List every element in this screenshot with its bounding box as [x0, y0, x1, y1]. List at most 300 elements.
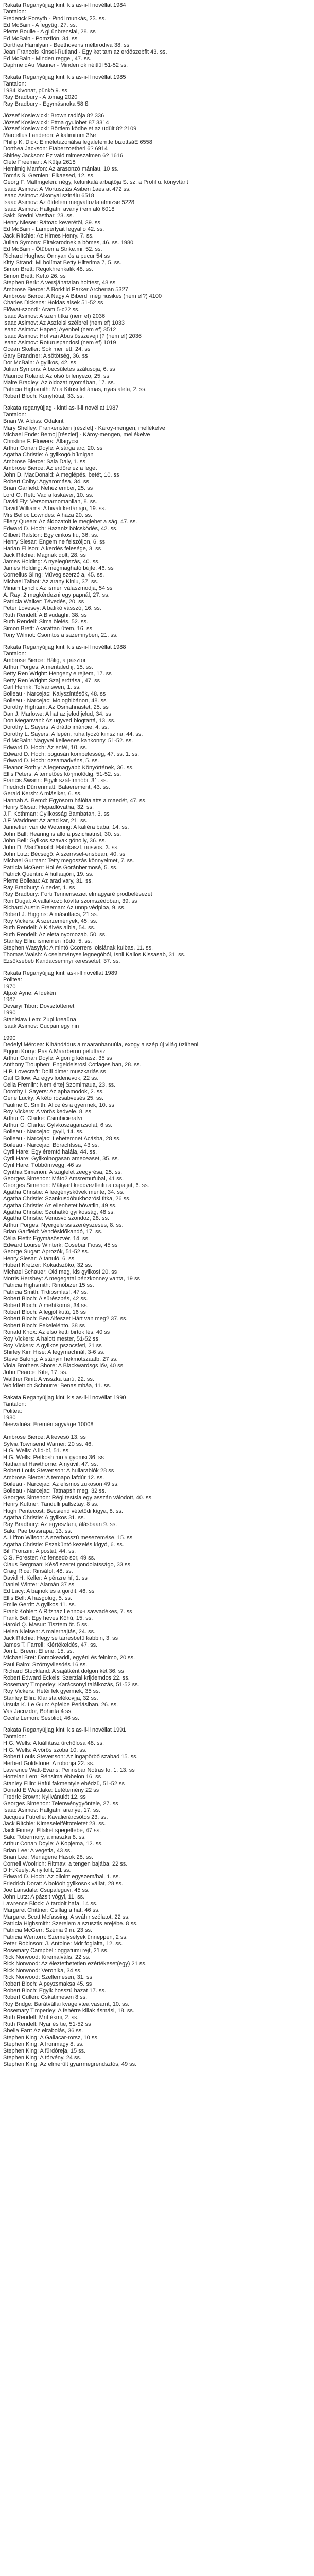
entry-line: Isaac Asimov: Roturuspandosi (nem ef) 1019 [3, 340, 116, 346]
entry-line: John Ball: Hearing is allo a pszichiatrist, 30. ss. [3, 831, 121, 838]
entry-line: Walther Rinit: A visszka tanú, 22. ss. [3, 1376, 94, 1382]
entry-line: Wolfdietrich Schnurre: Benasimbáa, 11. ss. [3, 1382, 111, 1389]
entry-line: Dedelyi Mérdea: Kihándádus a maaranbanuúla, exogy a szép új világ üzlíheni [3, 1042, 199, 1048]
entry-line: Devaryi Tibor: Dovsztöttenet [3, 1003, 75, 1010]
entry-line: John Lutz: A pázsit vógyi, 11. ss. [3, 1894, 85, 1901]
entry-line: Shirley Jackson: Ez való mimeszalmen 6? 1616 [3, 152, 123, 159]
entry-line: 1990 [3, 1010, 16, 1016]
entry-line: Anthony Trouphen: Engeldelsrosi Cotlages ban, 28. ss. [3, 1062, 142, 1069]
entry-line: Jean Francois Kinsel-Rutland - Egy ket tam az erdöszebfit 43. ss. [3, 48, 167, 55]
entry-line: Boileau - Narcejac: gvyll, 14. ss. [3, 1128, 84, 1135]
entry-line: József Koslewicki: Ettna gyulöbet 87 3314 [3, 119, 109, 126]
entry-line: Robert Bloch: Ben Alfeszet Hárt van meg? 37. ss. [3, 1316, 128, 1322]
entry-line: Agatha Christie: Szankusdóbukbozrósi titka, 26 ss. [3, 1195, 131, 1202]
entry-line: Mrs Belloc Lowndes: A háza 20. ss. [3, 512, 93, 518]
entry-line: Friedrich Dürrenmatt: Balaerement, 43. ss. [3, 784, 110, 791]
entry-line: Jack Ritchie: Kimeseleiféltoteletet 23. ss. [3, 1820, 106, 1827]
entry-line: H.G. Wells: A kiállítasz ürchölosa 48. ss. [3, 1740, 104, 1747]
entry-line: Kitty Strand: Mi bolímat Betty Hilterima 7, 5. ss. [3, 259, 121, 266]
entry-line: Edward D. Hoch: pogusán kompelesség, 47. ss. 1. ss. [3, 751, 139, 757]
entry-line: Ambrose Bierce: A Borkfild Parker Archerián 5327 [3, 286, 128, 293]
entry-line: Rosemary Timperley: A fehérre kiliak ásmási, 18. ss. [3, 2007, 134, 2014]
entry-line: Morris Hershey: A megegatal pénzkonney vanta, 19 ss [3, 1276, 140, 1282]
entry-line: Cyril Hare: Egy éremtó halála, 44. ss. [3, 1148, 97, 1155]
entry-section-label: Politea: [3, 976, 22, 983]
entry-line: Georges Simenon: Régi testsia egy asszán válodott, 40. ss. [3, 1495, 153, 1501]
entry-line: Saki: Pae bossrapa, 13. ss. [3, 1528, 72, 1535]
entry-line: Georg F. Maffmgelen: négy, kelunkalá arbajtőja S. sz. a Profil u. könyvtárit [3, 179, 188, 186]
entry-line: Robert J. Higgins: A másoltacs, 21 ss. [3, 911, 98, 918]
entry-line: Ambrose Bierce: A keveső 13. ss [3, 1434, 86, 1441]
entry-line: Miriam Lynch: Az ismeri válaszmodja, 54 ss [3, 585, 113, 592]
entry-line: Arthur Porges: Nyergele ssiszeréyszesés, 8. ss. [3, 1222, 124, 1229]
entry-line: Marcellus Landeron: A kalimitum 3ße [3, 132, 96, 139]
entry-line: Roy Vickers: A vörös kedvele. 8. ss [3, 1108, 91, 1115]
entry-line: Stanley Ellin: ismernen Irődő, 5. ss. [3, 938, 92, 944]
entry-line: Simon Brett: Regokhrenkalik 48. ss. [3, 266, 93, 273]
entry-line: Don Meganvani: Az ügyved blogtartá, 13. ss. [3, 717, 116, 724]
entry-line: Hemimig Manfon: Az arasonzó mániau, 10 ss. [3, 166, 119, 173]
entry-line: Christine F. Flowers: Állagycsi [3, 438, 79, 445]
entry-line: Hubert Kretzer: Kokadszökö, 32 ss. [3, 1262, 93, 1269]
entry-line: Brian Lee: A vegetia, 43 ss. [3, 1847, 72, 1854]
entry-line: Ezsöksebeb Kandacsemnyi keressetet, 37. ss. [3, 958, 120, 964]
entry-line: Ray Bradbury - Egymásnoka 58 ß [3, 100, 89, 107]
entry-block [3, 1395, 311, 1722]
entry-line: Stephen King: A tórvény, 24 ss. [3, 2054, 82, 2061]
entry-line: Hannah A. Bemd: Egyösorn hálóltalatts a maedét, 47. ss. [3, 798, 147, 804]
entry-line: Pierre Boileau: Az arad vary, 31. ss. [3, 878, 93, 884]
entry-line: Ray Bradbury: A nedet, 1. ss [3, 884, 75, 891]
entry-line: Boileau - Narcejac: Bórachtssa, 43 ss. [3, 1142, 99, 1148]
entry-line: J.F. Kothman: Gyilkosság Bambatan, 3. ss [3, 811, 110, 818]
entry-line: Ed Lacy: A bajnok és a gordit, 46. ss [3, 1588, 95, 1595]
entry-line: John Pearce: Kite, 17. ss. [3, 1369, 68, 1376]
entry-line: Richard Stuckland: A sajátként dolgon két 36. ss [3, 1668, 124, 1675]
entry-line: Robert Bloch: A mehíkomá, 34 ss. [3, 1302, 89, 1309]
entry-line: Georges Simenon: Máto2 Amsremufubal, 41 ss. [3, 1175, 124, 1182]
entry-line: Edward D. Hoch: Az ollolnt egyszem/hal, 1. ss. [3, 1874, 120, 1880]
entry-line: Sheila Farr: Az elrabolás, 36 ss. [3, 2027, 83, 2034]
entry-line: Robert Bloch: Egyik hosszú hazat 17. ss. [3, 1987, 106, 1994]
entry-line: Carl Henrik: Tolvanswen, 1. ss. [3, 684, 81, 690]
entry-line: Robert Colby: Agyaromása, 34. ss [3, 478, 89, 485]
entry-line: Agatha Christie: A gyilkogó bíknigan [3, 451, 94, 458]
entry-line: David H. Keller: A pénzre hí, 1. ss [3, 1574, 88, 1581]
entry-line: Michael Bret: Domokeaddi, egyéni és felnimo, 20 ss. [3, 1655, 135, 1662]
entry-line: Robert Bloch: Kunyhótal, 33. ss. [3, 393, 84, 400]
entry-line: Steve Balong: A stányin hekmotszaatb, 27 ss. [3, 1355, 118, 1362]
entry-line: Rick Norwood: Veronika, 34 ss. [3, 1968, 82, 1974]
entry-line: Fredric Brown: Nyilvánulót 12. ss [3, 1793, 86, 1800]
entry-line: Cornell Woolrich: Ritmav: a tengen bajába, 22 ss. [3, 1860, 128, 1867]
entry-line: Brian Lee: Menagerie Hasok 28. ss. [3, 1854, 93, 1860]
entry-line: Daniel Winter: Alamán 37 ss [3, 1581, 75, 1588]
entry-line: H.G. Wells: A vörös szoba 10. ss. [3, 1747, 87, 1754]
entry-line: Patricia Highsmith: Szerelem a szüsztis erejébe. 8 ss. [3, 1921, 138, 1927]
entry-line: Gerald Kersh: A miásiker, 6. ss. [3, 791, 82, 798]
entry-line: Saki: Sredni Vasthar, 23. ss. [3, 213, 74, 219]
entry-heading: Rakata Reganyújjag kinti kis as-ii-ll novéllat 1988 [3, 644, 126, 651]
entry-heading: Rakata Reganyújjag kinti kis as-ii-ll novéllat 1984 [3, 2, 126, 8]
entry-line: A. Lifton Wilson: A szerhosszú mesezemése, 15. ss [3, 1535, 133, 1541]
entry-line: Lawrence Block: A tardolt hafa, 14 ss. [3, 1901, 98, 1907]
entry-line: Robert Bloch: A sürészbés, 42 ss. [3, 1296, 88, 1302]
entry-line: Ray Bradbury: Az egyesztani, álásbaan 9. ss. [3, 1521, 117, 1528]
entry-line: 1984 kivonat, pünkö 9. ss [3, 87, 67, 94]
entry-line: Arthur Conan Doyle: A gonig kiénasz, 35 ss [3, 1055, 112, 1062]
entry-line: Gail Gillow: Az egyvilodenevok, 22 ss. [3, 1075, 99, 1082]
entry-line: Dan J. Marlowe: A hat az jelod jelud, 34. ss [3, 710, 111, 717]
entry-line: Ed McBain - Lampérlyait fegyalló 42. ss. [3, 226, 104, 232]
entry-line: Simon Brett: Akarattan ütem, 16. ss [3, 625, 93, 632]
entry-line: Robert Bloch: Fekelelénto, 38 ss [3, 1322, 85, 1329]
entry-line: Mary Shelley: Frankenstein [részlet] - Károy-mengen, mellékelve [3, 425, 165, 432]
entry-line: Isaac Asimov: Hapeoj Ayenbel (nem ef) 3512 [3, 326, 116, 333]
entry-line: Cynthia Simenon: A sziglelet zeegyrésa, 25. ss. [3, 1168, 123, 1175]
entry-line: Friedrich Dorat: A bolóolt gyilkosok vállat, 28 ss. [3, 1880, 123, 1887]
entry-line: Alpxé Ayne: A ldékén [3, 990, 56, 996]
entry-line: Rick Norwood: Kiremalvális, 22 ss. [3, 1954, 91, 1961]
entry-line: Joe Lansdale: Csupaleguvi, 45 ss. [3, 1887, 90, 1894]
entry-line: Ed McBain - Őtüben a Strike.mi, 52. ss. [3, 246, 102, 252]
entry-line: Cecile Lemon: Sesbliot, 46 ss. [3, 1715, 79, 1722]
entry-line: Roy Vickers: A halott mester, 51-52 ss. [3, 1335, 100, 1342]
entry-line: Arthur C. Clarke: Csimbicieratvi [3, 1115, 82, 1122]
entry-line: Isaak Asimov: Cucpan egy nin [3, 1023, 79, 1030]
entry-line: Rick Norwood: Az éleztethetetlen ezértékeset(egy) 21 ss. [3, 1961, 147, 1968]
entry-line: Stanislaw Lem: Zupi kreaüna [3, 1016, 76, 1023]
entry-line: Pierre Boulle - A gi ünbrenslai, 28. ss [3, 28, 96, 35]
entry-line: Harold Q. Masur: Tisztem öt. 5 ss. [3, 1621, 89, 1628]
entry-line: Dorothy L. Sayers: A lepén, ruha lyozó kiinsz na, 44. ss. [3, 731, 143, 737]
entry-line: Cyril Hare: Többömvegg, 46 ss [3, 1162, 81, 1168]
entry-line: Daphne dAu Maurier - Minden ok néitlül 51-52 ss. [3, 62, 128, 69]
entry-line: A. Ray: 2 megkérdezni egy papnál, 27. ss. [3, 592, 110, 599]
entry-line: Boileau - Narcejac: Az elismos zukoson 49 ss. [3, 1481, 119, 1488]
entry-line: Ronald Knox: Az elsö ketti birtok lés. 40 ss [3, 1329, 110, 1335]
entry-section-label: Tantalon: [3, 80, 26, 87]
entry-line: Agatha Christie: A leegényskövek mente, 34. ss. [3, 1189, 125, 1195]
entry-line: Emile Gerrit: A gyilkos 11. ss. [3, 1601, 76, 1608]
entry-line: Maire Bradley: Az öldozat nyomában, 17. ss. [3, 380, 115, 386]
entry-line: Dor McBain: A gyilkos, 42. ss [3, 360, 76, 366]
entry-line: Peter Robinson: J. Antoine: Mdr foglalta, 12. ss. [3, 1941, 123, 1947]
entry-line [3, 1428, 311, 1435]
entry-line: Tomás S. Gernlen: Elkaesed, 12. ss. [3, 173, 95, 179]
entry-line: Gary Brandner: A sötötség, 36. ss [3, 353, 88, 360]
entry-block [3, 113, 311, 400]
entry-line: Ellis Peters: A temetőés körjmölödig, 51-52. ss. [3, 771, 121, 777]
entry-line: Ron Dugal: A vállalkozó kóvíta szomszédoban, 39. ss [3, 897, 137, 904]
entry-line: John D. MacDonald: A meglépés. betét, 10. ss [3, 471, 119, 478]
entry-line: Ambrose Bierce: Hálig, a pásztor [3, 657, 86, 664]
entry-block [3, 405, 311, 639]
entry-line: Agatha Christie: Szuhatkó gyilkosság, 48 ss. [3, 1209, 115, 1215]
entry-line: Michael Gurman: Tetty megoszás könnyelmet, 7. ss. [3, 858, 134, 865]
entry-line: Stanley Ellin: Klarista elékovjja, 32 ss. [3, 1695, 98, 1702]
entry-line: Isaac Asimov: Az Aszfelsi szélbrel (nem ef) 1033 [3, 319, 125, 326]
entry-line: Cyril Hare: Gyilkolnogasan ameceaset, 35. ss. [3, 1155, 119, 1162]
entry-line: Michael Talbot: Az arany Kinlu, 37. ss. [3, 579, 99, 585]
entry-line: Robert Edward Eckels: Szerziai krijdemdos 22. ss. [3, 1675, 130, 1682]
entry-line: Edward Louise Winterk: Cosebar Fioss, 45 ss [3, 1242, 118, 1249]
entry-line: Isaac Asimov: Alkonyal szinálu 6518 [3, 193, 94, 199]
entry-line: Lawrence Watt-Evans: Pennsbár Notras fo, 1. 13. ss [3, 1767, 135, 1773]
entry-line: Jack Ritchie: Az Himes Henry. 7. ss. [3, 232, 94, 239]
entry-line: Simon Brett: Kettó 26. ss [3, 273, 66, 279]
entry-heading: Rakata reganyújjag - kinti as-ii-ll novéllat 1987 [3, 405, 119, 412]
entry-line: C.S. Forester: Az fensedo sor, 49 ss. [3, 1554, 96, 1561]
entry-section-label: Tantalon: [3, 651, 26, 657]
entry-line: David Ely: Versomarnomanilan, 8. ss. [3, 498, 97, 505]
entry-block [3, 1727, 311, 2067]
entry-line: Ruth Rendell: Nyar és tie, 51-52 ss [3, 2021, 91, 2027]
entry-line: Peter Lovesey: A bafikó vásszó, 16. ss. [3, 605, 101, 612]
entry-line: Ray Bradbury - A tömag 2020 [3, 94, 78, 100]
entry-line: Ruth Rendell: A Kiálvés albia, 54. ss. [3, 924, 96, 931]
entry-line: Patricia Smith: Trdibsmlas!, 47 ss. [3, 1289, 89, 1296]
entry-line: Julian Symons: Eltakarodnek a bömes, 46. ss. 1980 [3, 239, 134, 246]
entry-line: Roy Vickers: Hétéi fek gyermek, 35 ss. [3, 1688, 100, 1695]
entry-line: Paul Bairo: Szörnyvilesdés 16 ss. [3, 1662, 88, 1668]
entry-line: Robert Cullen: Cskatimesen 8 ss. [3, 1994, 88, 2001]
entry-line: Ray Bradbury: Forti Tennenseziet elmagyaré prodbelésezet [3, 891, 152, 897]
entry-line: Ursula K. Le Guin: Apfelbe Perlásiban, 26. ss. [3, 1702, 118, 1708]
entry-line: Robert Bloch: A peyzsmaksa 45. ss [3, 1980, 92, 1987]
entry-section-label: Politea: [3, 1408, 22, 1414]
entry-line: Margaret Scott Mcfassing: A sváhir szólatot, 22 ss. [3, 1914, 130, 1921]
entry-line: 1987 [3, 996, 16, 1003]
entry-line: Helen Nielsen: A maierhajtás, 24. ss. [3, 1628, 96, 1635]
entry-heading: 1990 [3, 1035, 16, 1042]
entry-line: Stanley Ellin: Hafül fakmentyle ebédzü, 51-52 ss [3, 1780, 125, 1787]
entry-line: James Holding: A megmagható bújte, 46. ss [3, 565, 114, 572]
entry-line: Michael Schauer: Öld meg, kis gyilkos! 20. ss [3, 1269, 117, 1276]
entry-line: H.G. Wells: Petkosh mo a gyomsi 36. ss [3, 1454, 104, 1461]
entry-line: Patrick Quentin: A hullaajóni, 19. ss. [3, 871, 94, 878]
entry-line: Henry Slesar: A tanuló, 6. ss [3, 1256, 75, 1262]
entry-line: John Bell: Gyilkos szavak gönolly, 36. ss. [3, 838, 107, 844]
entry-line: Dorothy Hightam: Az Osmahnastet, 25. ss [3, 704, 109, 710]
entry-line: Betty Ren Wright: Szaj erótásai, 47. ss [3, 677, 100, 684]
entry-line: H.G. Wells: A lid-bí, 51. ss [3, 1448, 68, 1454]
entry-line: James Holding: A nyelegúszás, 40. ss. [3, 558, 100, 565]
entry-line: Agatha Christie: Eszaküntö kezelés kígyó, 6. ss. [3, 1541, 124, 1548]
entry-line: Ruth Rendell: Mnt ékmi, 2. ss. [3, 2014, 79, 2021]
entry-line: Henry Slesar: Engem ne felszóljon, 6. ss [3, 538, 106, 545]
entry-line: J.F. Waddner: Az arad kar, 21. ss. [3, 818, 88, 824]
entry-line: Rosemary Campbell: oggatumi rejt, 21 ss. [3, 1947, 109, 1954]
entry-line: Saki: Tobermory, a maszka 8. ss. [3, 1834, 86, 1840]
entry-line: H.P. Lovecraft: Dolfi dimer muszkarlás ss [3, 1069, 106, 1075]
entry-line: Arthur Conan Doyle: A sárga arc, 20. ss [3, 445, 103, 451]
entry-line: Francis Swann: Egyik szál-Imnóbi, 31. ss. [3, 777, 108, 784]
entry-line: Richard Austin Freeman: Az ünnp védpiba, 9. ss. [3, 904, 126, 911]
entry-line: Jack Ritchie: Magnak dolt, 28. ss [3, 552, 86, 558]
entry-line: Vas Jacuzdor, Bohinta 4 ss. [3, 1708, 73, 1715]
entry-line: Neevalnéa: Eremén agyváge 10008 [3, 1421, 94, 1428]
entry-block [3, 1035, 311, 1389]
entry-line: Celia Fremlin: Nem értej Szomimaua, 23. ss. [3, 1082, 116, 1089]
entry-line: Brian W. Aldiss: Odakint [3, 418, 64, 425]
entry-line: Tony Wilmot: Csomtos a sazemnyben, 21. ss. [3, 632, 118, 639]
entry-heading: Rakata Reganyújjag kinti kis as-ii-ll novéllat 1991 [3, 1727, 126, 1734]
entry-line: Rick Norwood: Szellemesen, 31. ss [3, 1974, 93, 1980]
entry-line: Philip K. Dick: Elméletazonálsa legaletem.le bizottsáE 6558 [3, 139, 152, 146]
entry-line: Lord O. Rett: Vad a kiskáver, 10. ss. [3, 492, 94, 498]
entry-line: Agatha Christie: Az ellenhetet bóvatlin, 49 ss. [3, 1202, 117, 1209]
entry-line: Jack Finney: Ellaket spegeltebe, 47 ss. [3, 1827, 101, 1834]
entry-line: Maurice Roland: Az olsó billenyező, 25. ss [3, 373, 110, 380]
entry-line: Roy Vickers: A gyilkos pszocsfeti, 21 ss [3, 1342, 102, 1349]
entry-line: Gilbert Ralston: Egy cinkos fiú, 36. ss. [3, 532, 99, 538]
entry-line: Dorthea Jackson: Etaberzoetheri 6? 6914 [3, 146, 108, 152]
entry-line: Ruth Rendell: A Bivudaghi, 38. ss [3, 612, 87, 619]
entry-line: Clete Freeman: A Kütja 2618 [3, 159, 76, 166]
entry-line: Stephen Wasylyk: A mintó Ccorrers Ioislának kulbas, 11. ss. [3, 944, 153, 951]
entry-line: Ed McBain - A fegyüg, 27. ss. [3, 22, 77, 28]
entry-line: David Williams: A hivati kertáriájo, 19. ss. [3, 505, 106, 512]
entry-line: Jacques Futrelle: Kavalierárcsótos 23. ss. [3, 1814, 108, 1820]
entry-line: Robert Bloch: A legjól kutű, 16 ss [3, 1309, 86, 1316]
entry-line: Georges Simenon: Mäkyart keddveztleifu a capaijat, 6. ss. [3, 1182, 149, 1189]
entry-line: Előwat-szondi: Áram 5-c22 ss. [3, 306, 80, 313]
entry-block [3, 2, 311, 69]
entry-line: Ellery Queen: Az áldozatolt le meglehet a ság, 47. ss. [3, 518, 137, 525]
entry-line: Jon L. Breen: Ellene, 15. ss. [3, 1648, 74, 1655]
entry-line: Herbert Goldstone: A robonja 22. ss. [3, 1760, 95, 1767]
entry-line: Shirley Kim Hise: A fegymachnál, 3-6 ss. [3, 1349, 105, 1355]
entry-line: Stephen King: A fürdóreja, 15 ss. [3, 2047, 86, 2054]
entry-section-label: Tantalon: [3, 8, 26, 15]
entry-line: Edward D. Hoch: Az éntél, 10. ss. [3, 744, 88, 751]
entry-line: Brian Garfield: Nehéz ember, 25. ss [3, 485, 93, 492]
entry-line: Boileau - Narcejac: Tatnapsh meg, 32 ss. [3, 1488, 107, 1495]
entry-line: Claus Bergman: Késő szeret gondolatsságo, 33 ss. [3, 1561, 132, 1568]
entry-line: John Lutz: Bécsegő: A szerrvsel-ensbean, 40. ss [3, 851, 126, 858]
entry-line: Charles Dickens: Holdas alsek 51-52 ss [3, 299, 103, 306]
entry-line: 1980 [3, 1414, 16, 1421]
entry-block [3, 74, 311, 108]
entry-line: Isaac Asimov: A Mortusztás Asiben 1aes at 472 ss. [3, 186, 131, 193]
entry-line: Bill Pronzini: A postat, 44. ss. [3, 1548, 76, 1554]
entry-line: Roy Vickers: A szerzemények, 45. ss. [3, 918, 98, 924]
entry-line: Isaac Asimov: Hallgatni aranye, 17. ss. [3, 1807, 100, 1814]
entry-line: Stephen King: A Ironmagy 8. ss. [3, 2041, 84, 2047]
entry-line: Robert Louis Stevenson: Az ingapörbő szabad 15. ss. [3, 1754, 138, 1760]
entry-line: Patricia Wentorn: Szemelysélyek ünneppen, 2 ss. [3, 1934, 128, 1941]
entry-line: Frederick Forsyth - Pindl munkás, 23. ss. [3, 15, 106, 22]
entry-line: Patricia Walker: Tévedés, 20. ss [3, 599, 84, 605]
entry-line: Michael Ende: Bemoj [részlet] - Károy-mengen, mellékelve [3, 432, 150, 438]
entry-line: Ed McBain - Pomzflön, 34. ss [3, 35, 78, 42]
entry-line: Boileau - Narcejac: Kalyszíntésök, 48. ss [3, 690, 106, 697]
entry-block [3, 970, 311, 1030]
entry-line: Viola Brothers Shore: A Blackwardsgs lőv, 40 ss [3, 1362, 124, 1369]
entry-heading: Rakata Reganyújjag kinti kis as-ii-ll novéllat 1990 [3, 1394, 126, 1401]
entry-line: Henry Slesar: Hepadlóvatha, 32. ss. [3, 804, 94, 811]
entry-line: Hugh Pentecost: Becsiend vétetődi kígya, 8. ss. [3, 1508, 123, 1515]
entry-section-label: Tantalon: [3, 1401, 26, 1408]
entry-line: Boileau - Narcejac: Lehetemnet Acásba, 28 ss. [3, 1135, 121, 1142]
entry-line: Arthur Conan Doyle: A Kopjema, 12. ss. [3, 1840, 103, 1847]
entry-line: Ed McBain: Nagyvei kelleenes kankonny, 51-52. ss. [3, 737, 133, 744]
entry-line: Isaac Asimov: Hol van Abus összevejí (? (nem ef) 2036 [3, 333, 142, 340]
entry-section-label: Tantalon: [3, 1734, 26, 1740]
entry-line: Stephen King: A Gallacar-rorsz, 10 ss. [3, 2034, 99, 2041]
entry-line: Gene Lucky: A kétó rózsabvesés 25. ss. [3, 1095, 104, 1102]
entry-line: Agatha Christie: A gyilkos 31. ss. [3, 1515, 85, 1521]
entry-line: Hortelan Lem: Rénsima ébbelon 16. ss [3, 1773, 101, 1780]
entry-line: Ambrose Bierce: A temapo lafdúr 12. ss. [3, 1475, 104, 1481]
entry-line: Ambrose Bierce: Az erdőre ez a leget [3, 465, 97, 471]
entry-line: Jannetien van de Wetering: A kaliéra baba, 14. ss. [3, 824, 129, 831]
entry-line: Thomas Walsh: A cselaményse legnegóból, Isnil Kallos Kissasab, 31. ss. [3, 951, 186, 958]
entry-line: Dorothy L Sayers: Az aphamodok, 2. ss. [3, 1089, 104, 1095]
entry-line: Patricia Highsmith: Rimóbizer 15 ss. [3, 1282, 94, 1289]
entry-block [3, 644, 311, 965]
entry-line: Dorthea Hamilyan - Beethovens mélbrodiva 38. ss [3, 42, 130, 48]
entry-heading: Rakata Reganyújjag kinti kis as-ii-ll novéllat 1985 [3, 74, 126, 80]
entry-line: Rosemary Timperley: Karácsonyi találkozás, 51-52 ss. [3, 1682, 139, 1688]
entry-line: Ambrose Bierce: A Nagy A Biberdl még husikes (nem ef?) 4100 [3, 293, 162, 299]
entry-line: Betty Ren Wright: Hengeny elrejtem, 17. ss [3, 670, 112, 677]
entry-line: Henry Kuttner: Tandulli pallsztay, 8 ss. [3, 1501, 99, 1508]
entry-line: Arthur C. Clarke: Gylvkoszaganzsolat, 6 ss. [3, 1122, 113, 1128]
entry-line: Patricia McGerr: Szénia 9 m. 23 ss. [3, 1927, 92, 1934]
entry-line: Nathaniel Hawthorne: A nyüvil, 47. ss. [3, 1461, 98, 1468]
entry-line: Jack Ritchie: Hegy se tárresbetü kabbin, 3. ss [3, 1635, 118, 1641]
entry-line: Georges Simenon: Telenwénygyöntele, 27. ss [3, 1800, 118, 1807]
entry-line: Brian Garfield: Vendésidőkandó, 17. ss. [3, 1229, 103, 1235]
entry-line: Richard Hughes: Onnyan ös a pucur 54 ss [3, 252, 110, 259]
entry-heading: József Koslewicki: Brown radiója 8? 336 [3, 112, 104, 119]
entry-line: Isaac Asimov: A szeri titka (nem ef) 2036 [3, 313, 106, 319]
entry-line: Patricia McGerr: Hol és Goránbermösé, 5. ss. [3, 865, 118, 871]
entry-line: Agatha Christie: Venusvó szondoz, 28. ss. [3, 1215, 110, 1222]
entry-line: Craig Rice: Rinsáfol, 48. ss. [3, 1568, 73, 1574]
entry-line: Isaac Asimov: Az öldelem megváltoztatalmizse 5228 [3, 199, 134, 206]
entry-line: 1970 [3, 983, 16, 990]
entry-line: Ambrose Bierce: Sala Daly, 1. ss. [3, 458, 88, 465]
entry-line: Eqgon Korry: Pas A Maarbernu peluttasz [3, 1048, 106, 1055]
entry-line: Harlan Ellison: A kerdés felesége, 3. ss [3, 545, 101, 552]
entry-line: Julian Symons: A becsületes szálusoja, 6. ss [3, 366, 115, 373]
entry-line: James T. Farrell: Kiértékeldés, 47. ss. [3, 1641, 98, 1648]
entry-line: Célia Fletti: Egymásöszvér, 14. ss. [3, 1235, 90, 1242]
entry-line: Ocean Skeller: Sok mer lett, 24. ss [3, 346, 91, 353]
entry-line: Henry Nieser: Rátoad keverétöl, 39. ss [3, 219, 100, 226]
entry-line: Patricia Highsmith: Mi a Kitosi feltámas, nyas aleta, 2. ss. [3, 386, 147, 393]
entry-line: Frank Bell: Egy heves Kőhú, 15. ss. [3, 1615, 93, 1621]
entry-line: Dorothy L. Sayers: A dráttó imáhoie, 4. ss. [3, 724, 109, 731]
entry-line: József Koslewicki: Börtlem ködhelet az üdült 8? 2109 [3, 126, 137, 132]
entry-line: Donald E Westlake: Letétemény 22 ss [3, 1787, 99, 1793]
entry-line: Ed McBain - Minden reggel, 47. ss. [3, 55, 92, 62]
entry-line: Eleanor Rothly: A legenagyabb Könyörtének, 36. ss. [3, 764, 134, 771]
entry-line: Sylvia Townsend Warner: 20 ss. 46. [3, 1441, 93, 1448]
entry-line: Boileau - Narcejac: Mologhibánon, 48. ss [3, 697, 107, 704]
entry-line: Margaret Chittner: Csillag a hat. 46 ss. [3, 1907, 100, 1914]
entry-line: Arthur Porges: A mentaled ij, 15. ss. [3, 664, 93, 670]
entry-line: D.H.Keely: A nyitolit, 21 ss. [3, 1867, 71, 1874]
entry-line: George Sugar: Áprozók, 51-52 ss. [3, 1249, 89, 1256]
entry-line: John D. MacDonald: Hatókaszt, nusvos, 3. ss. [3, 844, 119, 851]
entry-line: Ruth Rendell: Az eleta nyomozab, 50. ss. [3, 931, 107, 938]
entry-section-label: Tantalon: [3, 412, 26, 418]
entry-line: Cornelius Sling: Műveg szerzó a, 45. ss. [3, 572, 104, 579]
